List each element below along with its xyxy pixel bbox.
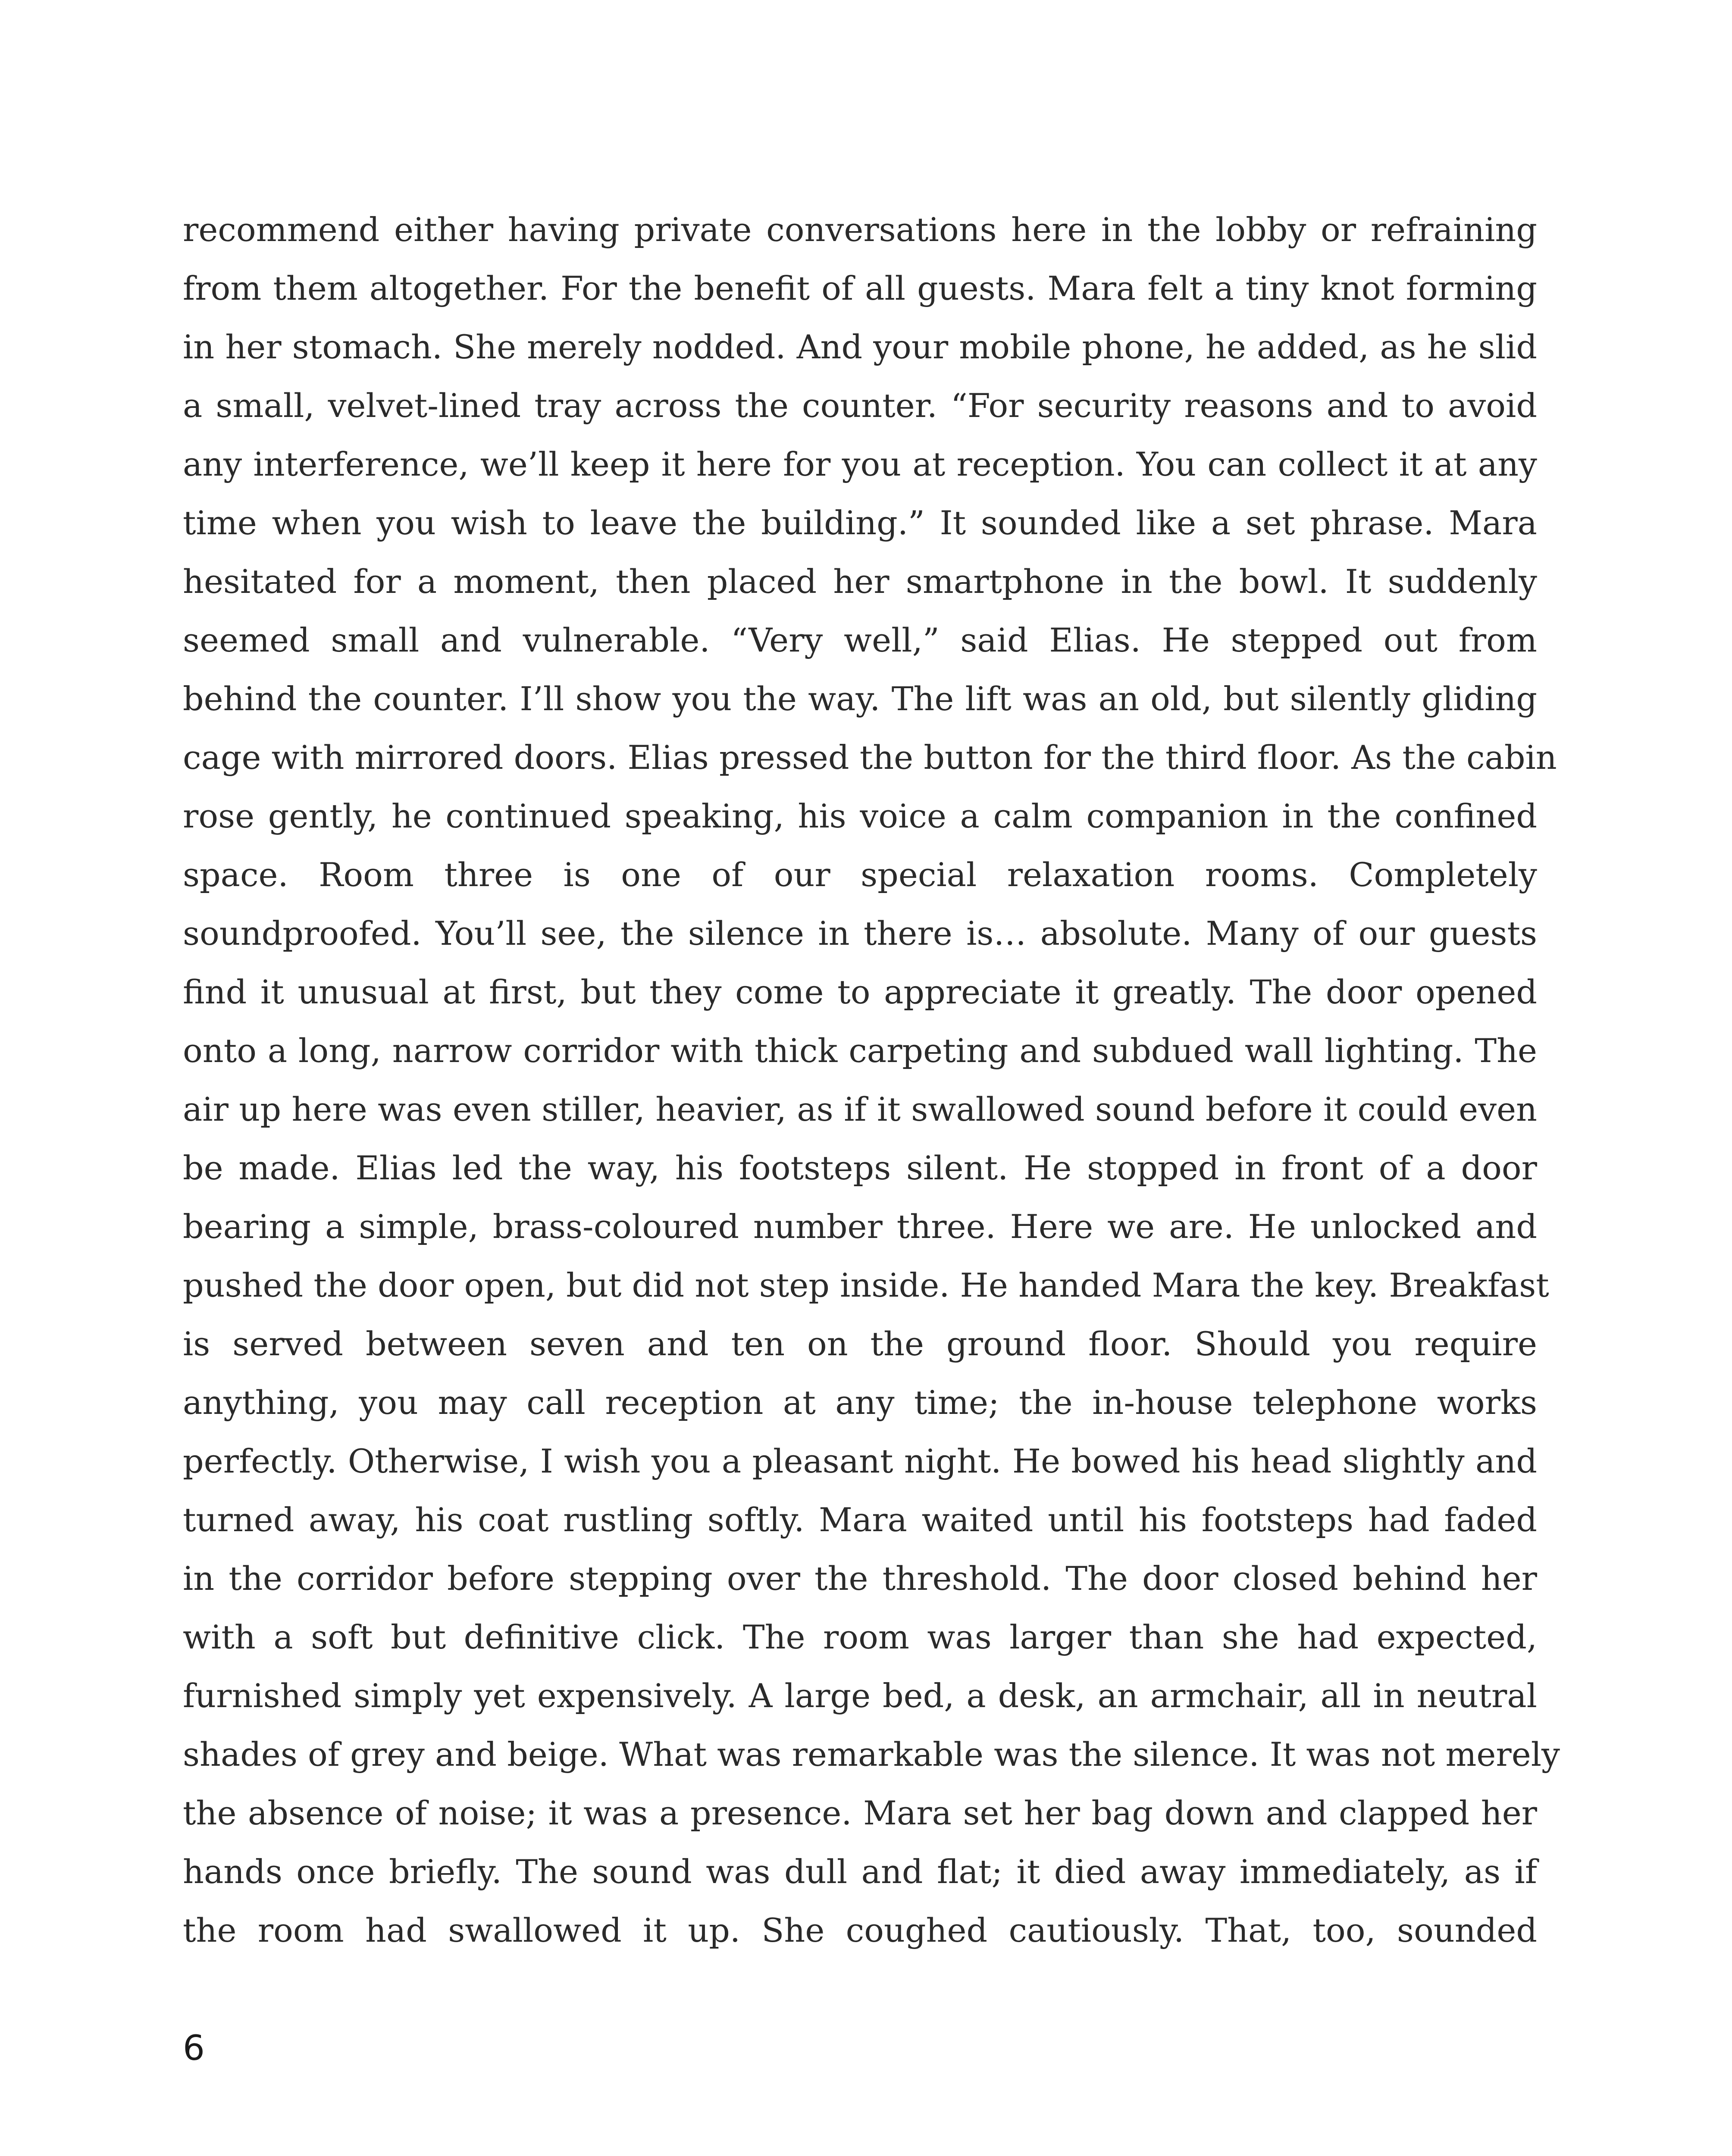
text-line: anything, you may call reception at any time; the in-house telephone works [183, 1383, 1537, 1422]
text-line: soundproofed. You’ll see, the silence in there is… absolute. Many of our guests [183, 914, 1537, 953]
body-text [183, 201, 1560, 1960]
text-line: pushed the door open, but did not step inside. He handed Mara the key. Breakfast [183, 1266, 1549, 1304]
text-line: cage with mirrored doors. Elias pressed the button for the third floor. As the cabin [183, 738, 1557, 777]
text-line: from them altogether. For the benefit of all guests. Mara felt a tiny knot forming [183, 269, 1537, 307]
text-line: rose gently, he continued speaking, his voice a calm companion in the confined [183, 797, 1537, 835]
text-line: behind the counter. I’ll show you the way. The lift was an old, but silently gliding [183, 680, 1537, 718]
text-line: the absence of noise; it was a presence. Mara set her bag down and clapped her [183, 1794, 1537, 1832]
text-line: in the corridor before stepping over the threshold. The door closed behind her [183, 1559, 1537, 1598]
text-line: in her stomach. She merely nodded. And your mobile phone, he added, as he slid [183, 328, 1537, 366]
page-number: 6 [183, 2028, 205, 2068]
text-line: is served between seven and ten on the ground floor. Should you require [183, 1325, 1537, 1363]
text-line: hesitated for a moment, then placed her smartphone in the bowl. It suddenly [183, 562, 1537, 601]
text-line: shades of grey and beige. What was remarkable was the silence. It was not merely [183, 1735, 1560, 1774]
text-line: with a soft but definitive click. The room was larger than she had expected, [183, 1618, 1537, 1656]
text-line: hands once briefly. The sound was dull and flat; it died away immediately, as if [183, 1852, 1537, 1891]
text-line: time when you wish to leave the building.” It sounded like a set phrase. Mara [183, 504, 1537, 542]
text-line: the room had swallowed it up. She coughed cautiously. That, too, sounded [183, 1911, 1537, 1949]
text-line: bearing a simple, brass-coloured number three. Here we are. He unlocked and [183, 1207, 1537, 1246]
text-line: seemed small and vulnerable. “Very well,” said Elias. He stepped out from [183, 621, 1537, 659]
text-line: furnished simply yet expensively. A large bed, a desk, an armchair, all in neutral [183, 1677, 1537, 1715]
text-line: onto a long, narrow corridor with thick carpeting and subdued wall lighting. The [183, 1031, 1537, 1070]
text-line: perfectly. Otherwise, I wish you a pleasant night. He bowed his head slightly and [183, 1442, 1537, 1480]
text-line: any interference, we’ll keep it here for you at reception. You can collect it at any [183, 445, 1537, 483]
text-line: find it unusual at first, but they come to appreciate it greatly. The door opened [183, 973, 1537, 1011]
text-line: air up here was even stiller, heavier, as if it swallowed sound before it could even [183, 1090, 1537, 1128]
text-line: space. Room three is one of our special relaxation rooms. Completely [183, 856, 1537, 894]
text-line: turned away, his coat rustling softly. Mara waited until his footsteps had faded [183, 1501, 1537, 1539]
text-line: be made. Elias led the way, his footsteps silent. He stopped in front of a door [183, 1149, 1537, 1187]
text-line: a small, velvet-lined tray across the counter. “For security reasons and to avoid [183, 386, 1537, 425]
text-line: recommend either having private conversations here in the lobby or refraining [183, 210, 1537, 249]
